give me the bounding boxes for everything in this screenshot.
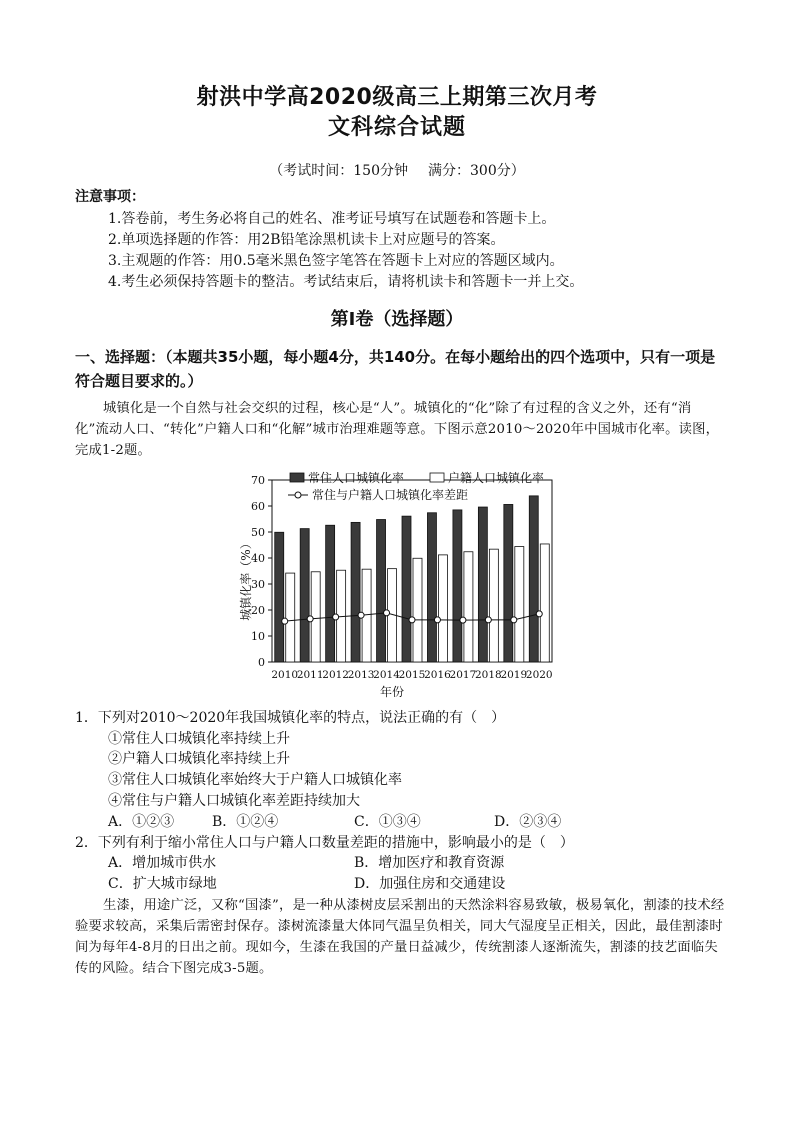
gap-point <box>485 617 491 623</box>
y-axis-label: 城镇化率（%） <box>239 537 253 621</box>
note-item: 4.考生必须保持答题卡的整洁。考试结束后，请将机读卡和答题卡一并上交。 <box>108 274 584 290</box>
x-tick-label: 2010 <box>271 669 299 681</box>
q1-option-d[interactable]: D．②③④ <box>494 814 562 830</box>
legend-swatch-resident <box>290 473 304 482</box>
y-tick-label: 20 <box>251 604 265 617</box>
q1-item: ①常住人口城镇化率持续上升 <box>108 731 290 747</box>
x-tick-label: 2016 <box>424 669 451 681</box>
exam-time: （考试时间：150分钟 <box>269 163 408 179</box>
q1-item: ④常住与户籍人口城镇化率差距持续加大 <box>108 793 360 809</box>
note-item: 2.单项选择题的作答：用2B铅笔涂黑机读卡上对应题号的答案。 <box>108 232 505 248</box>
chart-line <box>282 610 543 624</box>
question-2-stem: 2．下列有利于缩小常住人口与户籍人口数量差距的措施中，影响最小的是（ ） <box>75 835 574 851</box>
exam-title: 射洪中学高2020级高三上期第三次月考 <box>196 85 598 110</box>
q1-item: ③常住人口城镇化率始终大于户籍人口城镇化率 <box>108 772 402 788</box>
bar-resident <box>478 507 487 662</box>
chart-legend <box>288 470 544 502</box>
gap-point <box>384 610 390 616</box>
bar-resident <box>529 496 538 662</box>
bar-resident <box>377 520 386 662</box>
exam-subtitle: 文科综合试题 <box>327 115 466 140</box>
chart-bars <box>275 496 550 662</box>
bar-resident <box>351 522 360 662</box>
y-tick-label: 60 <box>251 500 265 513</box>
x-axis-label: 年份 <box>379 685 405 699</box>
bar-resident <box>402 516 411 662</box>
bar-household <box>540 544 549 662</box>
x-tick-label: 2011 <box>296 669 324 681</box>
q2-option-b[interactable]: B．增加医疗和教育资源 <box>354 855 505 871</box>
question-1-stem: 1．下列对2010～2020年我国城镇化率的特点，说法正确的有（ ） <box>75 710 506 726</box>
x-tick-label: 2020 <box>525 669 553 681</box>
gap-point <box>460 617 466 623</box>
gap-point <box>358 612 364 618</box>
bar-household <box>413 558 422 662</box>
legend-label-resident: 常住人口城镇化率 <box>308 471 405 485</box>
bar-resident <box>504 504 513 662</box>
notes-heading: 注意事项： <box>75 189 145 205</box>
gap-point <box>536 611 542 617</box>
q1-option-c[interactable]: C．①③④ <box>354 814 421 830</box>
bar-household <box>489 549 498 662</box>
legend-label-gap: 常住与户籍人口城镇化率差距 <box>312 488 469 502</box>
bar-resident <box>453 510 462 662</box>
q2-option-c[interactable]: C．扩大城市绿地 <box>108 876 217 892</box>
y-tick-label: 40 <box>251 552 265 565</box>
x-tick-label: 2018 <box>474 669 502 681</box>
bar-resident <box>326 525 335 662</box>
q2-option-d[interactable]: D．加强住房和交通建设 <box>354 876 506 892</box>
q1-option-a[interactable]: A．①②③ <box>108 814 175 830</box>
gap-point <box>434 617 440 623</box>
y-tick-label: 50 <box>251 526 265 539</box>
urbanization-chart <box>0 468 794 708</box>
q1-option-b[interactable]: B．①②④ <box>212 814 279 830</box>
passage-text: 生漆，用途广泛，又称“国漆”，是一种从漆树皮层采割出的天然涂料容易致敏，极易氧化，割漆的技术经验要求较高，采集后需密封保存。漆树流漆量大体同气温呈负相关，同大气湿度呈正相关，因此，最佳割漆时间为每年4-8月的日出之前。现如今，生漆在我国的产量日益减少，传统割漆人逐渐流失，割漆的技艺面临失传的风险。结合下图完成3-5题。 <box>75 898 725 976</box>
bar-resident <box>275 532 284 662</box>
bar-resident <box>427 513 436 662</box>
gap-point <box>307 616 313 622</box>
legend-marker-gap <box>295 492 301 498</box>
q2-option-a[interactable]: A．增加城市供水 <box>108 855 217 871</box>
exam-info <box>0 160 794 180</box>
gap-point <box>511 617 517 623</box>
gap-point <box>282 618 288 624</box>
x-tick-label: 2012 <box>322 669 350 681</box>
y-tick-label: 30 <box>251 578 265 591</box>
full-score: 满分：300分） <box>428 163 525 179</box>
gap-point <box>409 617 415 623</box>
bar-household <box>515 547 524 662</box>
y-tick-label: 10 <box>251 630 265 643</box>
legend-label-household: 户籍人口城镇化率 <box>448 471 545 485</box>
x-tick-label: 2015 <box>398 669 426 681</box>
passage-lacquer <box>75 895 725 979</box>
q1-item: ②户籍人口城镇化率持续上升 <box>108 751 290 767</box>
bar-household <box>438 555 447 662</box>
passage-urbanization <box>75 398 725 461</box>
section-title: 第Ⅰ卷（选择题） <box>330 309 464 330</box>
y-tick-label: 70 <box>251 474 265 487</box>
bar-household <box>286 573 295 662</box>
note-item: 1.答卷前，考生务必将自己的姓名、准考证号填写在试题卷和答题卡上。 <box>108 211 556 227</box>
gap-point <box>333 614 339 620</box>
y-tick-label: 0 <box>258 656 265 669</box>
bar-household <box>464 552 473 662</box>
x-tick-label: 2013 <box>347 669 375 681</box>
note-item: 3.主观题的作答：用0.5毫米黑色签字笔答在答题卡上对应的答题区域内。 <box>108 253 564 269</box>
x-tick-label: 2019 <box>500 669 528 681</box>
section-instruction: 一、选择题：（本题共35小题，每小题4分，共140分。在每小题给出的四个选项中，只有一项是符合题目要求的。） <box>75 348 716 390</box>
bar-resident <box>300 529 309 662</box>
legend-swatch-household <box>430 473 444 482</box>
x-tick-label: 2014 <box>373 669 400 681</box>
x-tick-label: 2017 <box>449 669 477 681</box>
passage-text: 城镇化是一个自然与社会交织的过程，核心是“人”。城镇化的“化”除了有过程的含义之外，还有“消化”流动人口、“转化”户籍人口和“化解”城市治理难题等意。下图示意2010～2020年中国城市化率。读图，完成1-2题。 <box>75 401 720 458</box>
